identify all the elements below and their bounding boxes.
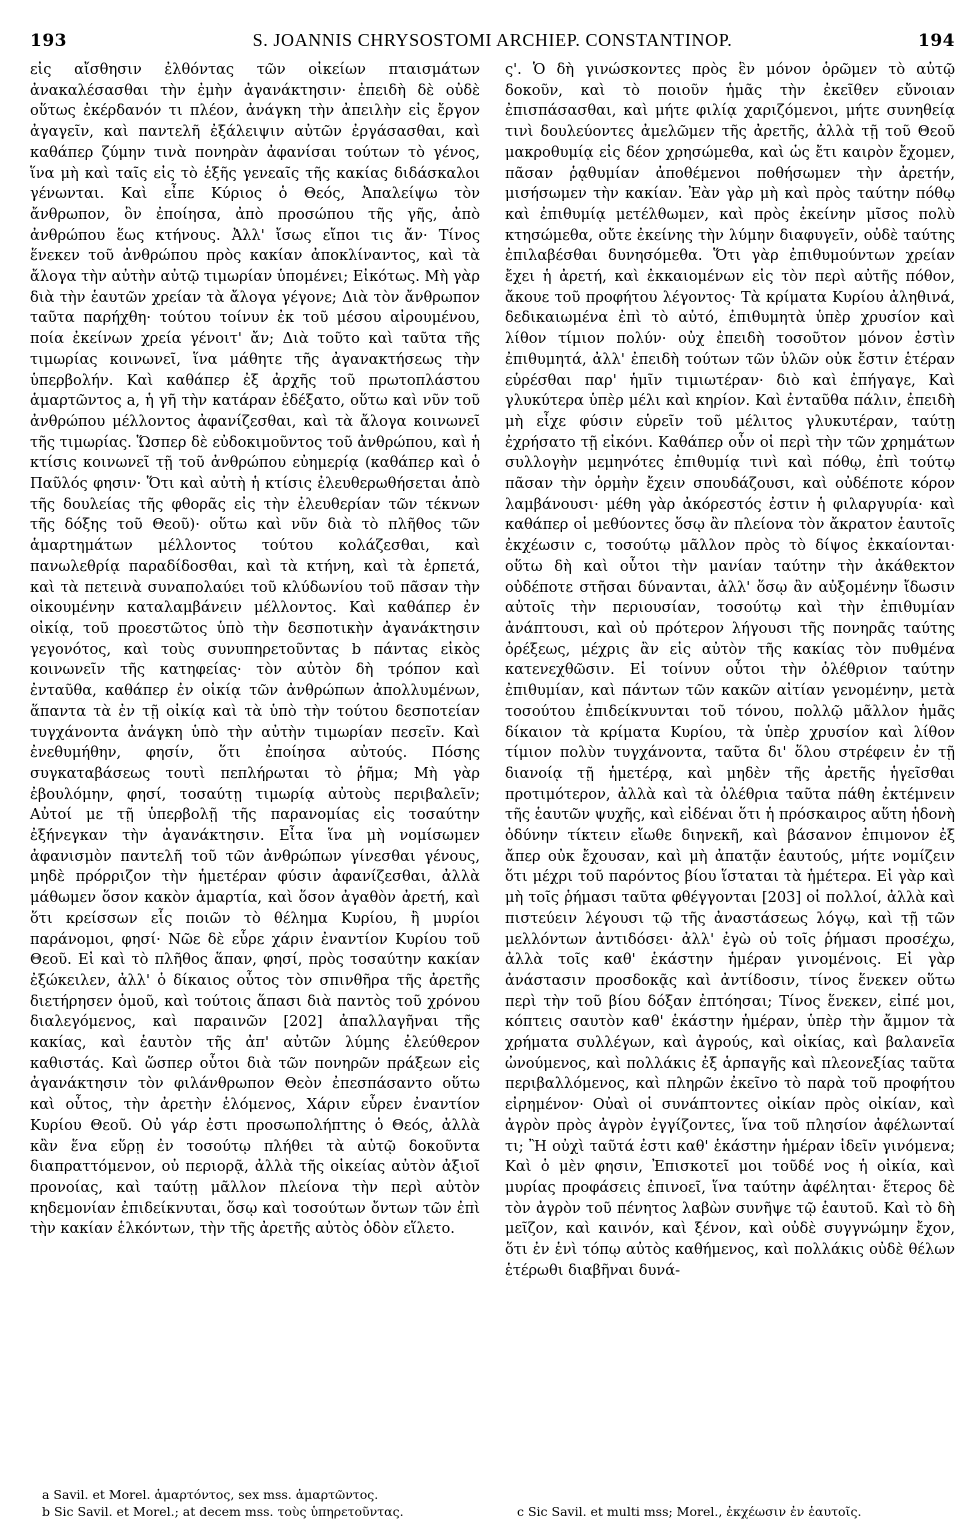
footnote-b: b Sic Savil. et Morel.; at decem mss. τοὺς ὑπηρετοῦντας. xyxy=(42,1504,404,1519)
left-column-text: εἰς αἴσθησιν ἐλθόντας τῶν οἰκείων πταισμάτων ἀνακαλέσασθαι τὴν ἐμὴν ἀγανάκτησιν· ἐπειδὴ δὲ οὐδὲ οὕτως ἐκέρδανόν τι πλέον, ἀνάγκη τὴν ἀπειλὴν εἰς ἔργον ἀγαγεῖν, καὶ παντελῆ ἐξάλειψιν αὐτῶν ἐργάσασθαι, καὶ καθάπερ ζύμην τινὰ πονηρὰν ἀφανίσαι τούτων τὸ γένος, ἵνα μὴ καὶ ταῖς εἰς τὸ ἑξῆς γενεαῖς τῆς κακίας διδάσκαλοι γένωνται. Καὶ εἶπε Κύριος ὁ Θεός, Ἀπαλείψω τὸν ἄνθρωπον, ὃν ἐποίησα, ἀπὸ προσώπου τῆς γῆς, ἀπὸ ἀνθρώπου ἕως κτήνους. Ἀλλ' ἴσως εἴποι τις ἄν· Τίνος ἕνεκεν τοῦ ἀνθρώπου πρὸς κακίαν ἀποκλίναντος, καὶ τὰ ἄλογα τὴν αὐτὴν αὐτῷ τιμωρίαν ὑπομένει; Εἰκότως. Μὴ γὰρ διὰ τὴν ἑαυτῶν χρείαν τὰ ἄλογα γέγονε; Διὰ τὸν ἄνθρωπον ταῦτα παρήχθη· τούτου τοίνυν ἐκ τοῦ μέσου αἰρουμένου, ποία ἐκείνων χρεία γένοιτ' ἄν; Διὰ τοῦτο καὶ ταῦτα τῆς τιμωρίας κοινωνεῖ, ἵνα μάθητε τῆς ἀγανακτήσεως τὴν ὑπερβολήν. Καὶ καθάπερ ἐξ ἀρχῆς τοῦ πρωτοπλάστου ἁμαρτῶντος a, ἡ γῆ τὴν κατάραν ἐδέξατο, οὕτω καὶ νῦν τοῦ ἀνθρώπου μέλλοντος ἀφανίζεσθαι, καὶ τὰ ἄλογα κοινωνεῖ τῆς τιμωρίας. Ὥσπερ δὲ εὐδοκιμοῦντος τοῦ ἀνθρώπου, καὶ ἡ κτίσις κοινωνεῖ τῇ τοῦ ἀνθρώπου εὐημερίᾳ (καθάπερ καὶ ὁ Παῦλός φησιν· Ὅτι καὶ αὐτὴ ἡ κτίσις ἐλευθερωθήσεται ἀπὸ τῆς δουλείας τῆς φθορᾶς εἰς τὴν ἐλευθερίαν τῶν τέκνων τῆς δόξης τοῦ Θεοῦ)· οὕτω καὶ νῦν διὰ τὸ πλῆθος τῶν ἁμαρτημάτων μέλλοντος τούτου κολάζεσθαι, καὶ πανωλεθρίᾳ παραδίδοσθαι, καὶ τὰ κτήνη, καὶ τὰ ἑρπετά, καὶ τὰ πετεινὰ συναπολαύει τοῦ κλύδωνίου τοῦ πᾶσαν τὴν οἰκουμένην καταλαμβάνειν μέλλοντος. Καὶ καθάπερ ἐν οἰκίᾳ, τοῦ προεστῶτος ὑπὸ τὴν δεσποτικὴν ἀγανάκτησιν γεγονότος, καὶ τοὺς συνυπηρετοῦντας b πάντας εἰκὸς κοινωνεῖν τῆς κατηφείας· τὸν αὐτὸν δὴ τρόπον καὶ ἐνταῦθα, καθάπερ ἐν οἰκίᾳ τῶν ἀνθρώπων ἀπολλυμένων, ἅπαντα τὰ ἐν τῇ οἰκίᾳ καὶ τὰ ὑπὸ τὴν τούτου δεσποτείαν τυγχάνοντα ἀνάγκη ὑπὸ τὴν αὐτὴν τιμωρίαν πεσεῖν. Καὶ ἐνεθυμήθην, φησίν, ὅτι ἐποίησα αὐτούς. Πόσης συγκαταβάσεως τουτὶ πεπλήρωται τὸ ῥῆμα; Μὴ γὰρ ἐβουλόμην, φησί, τοσαύτῃ τιμωρίᾳ αὐτοὺς περιβαλεῖν; Αὐτοί με τῇ ὑπερβολῇ τῆς παρανομίας εἰς τοσαύτην ἐξήνεγκαν τὴν ἀγανάκτησιν. Εἶτα ἵνα μὴ νομίσωμεν ἀφανισμὸν παντελῆ τοῦ τῶν ἀνθρώπων γίνεσθαι γένους, μηδὲ πρόρριζον τὴν ἡμετέραν φύσιν ἀφανίζεσθαι, ἀλλὰ μάθωμεν ὅσον κακὸν ἁμαρτία, καὶ ὅσον ἀγαθὸν ἀρετή, καὶ ὅτι κρείσσων εἷς ποιῶν τὸ θέλημα Κυρίου, ἢ μυρίοι παράνομοι, φησί· Νῶε δὲ εὗρε χάριν ἐναντίον Κυρίου τοῦ Θεοῦ. Εἰ καὶ τὸ πλῆθος ἅπαν, φησί, πρὸς τοσαύτην κακίαν ἐξώκειλεν, ἀλλ' ὁ δίκαιος οὗτος τὸν σπινθῆρα τῆς ἀρετῆς διετήρησεν ὁμοῦ, καὶ τούτοις ἅπασι διὰ παντὸς τοῦ χρόνου διαλεγόμενος, καὶ παραινῶν [202] ἀπαλλαγῆναι τῆς κακίας, καὶ ἑαυτὸν τῆς ἀπ' αὐτῶν λύμης ἐλεύθερον καθιστάς. Καὶ ὥσπερ οὗτοι διὰ τῶν πονηρῶν πράξεων εἰς ἀγανάκτησιν τὸν φιλάνθρωπον Θεὸν ἐπεσπάσαντο οὕτω καὶ οὗτος, τὴν ἀρετὴν ἑλόμενος, Χάριν εὗρεν ἐναντίον Κυρίου Θεοῦ. Οὐ γάρ ἐστι προσωπολήπτης ὁ Θεός, ἀλλὰ κἂν ἕνα εὕρῃ ἐν τοσούτῳ πλήθει τὰ αὐτῷ δοκοῦντα διαπραττόμενον, οὐ περιορᾷ, ἀλλὰ τῆς οἰκείας αὐτὸν ἀξιοῖ προνοίας, καὶ ταύτῃ μᾶλλον πλείονα τὴν περὶ αὐτὸν κηδεμονίαν ἐπιδείκνυται, ὅσῳ καὶ τοσούτων ὄντων τῶν ἐπὶ τὴν κακίαν ἑλκόντων, τὴν τῆς ἀρετῆς αὐτὸς ὁδὸν εἵλετο. xyxy=(30,61,480,1238)
running-title: S. JOANNIS CHRYSOSTOMI ARCHIEP. CONSTANTINOP. xyxy=(252,30,733,50)
left-column xyxy=(30,60,480,1538)
left-page-number: 193 xyxy=(30,31,67,51)
right-column-text: ς'. Ὁ δὴ γινώσκοντες πρὸς ἓν μόνον ὁρῶμεν τὸ αὐτῷ δοκοῦν, καὶ τὸ ποιοῦν ἡμᾶς τὴν ἐκεῖθεν εὔνοιαν ἐπισπάσασθαι, καὶ μήτε φιλίᾳ χαριζόμενοι, μήτε συνηθείᾳ τινὶ δουλεύοντες ἀμελῶμεν τῆς ἀρετῆς, ἀλλὰ τῇ τοῦ Θεοῦ μακροθυμίᾳ εἰς δέον χρησώμεθα, καὶ ὡς ἔτι καιρὸν ἔχομεν, πᾶσαν ῥᾳθυμίαν ἀποθέμενοι ποθήσωμεν τὴν ἀρετήν, μισήσωμεν τὴν κακίαν. Ἐὰν γὰρ μὴ καὶ πρὸς ταύτην πόθῳ καὶ ἐπιθυμίᾳ μετέλθωμεν, καὶ πρὸς ἐκείνην μῖσος πολὺ κτησώμεθα, οὔτε ἐκείνης τὴν λύμην διαφυγεῖν, οὐδὲ ταύτης ἐπιλαβέσθαι δυνησόμεθα. Ὅτι γὰρ ἐπιθυμούντων χρείαν ἔχει ἡ ἀρετή, καὶ ἐκκαιομένων εἰς τὸν περὶ αὐτῆς πόθον, ἄκουε τοῦ προφήτου λέγοντος· Τὰ κρίματα Κυρίου ἀληθινά, δεδικαιωμένα ἐπὶ τὸ αὐτό, ἐπιθυμητὰ ὑπὲρ χρυσίον καὶ λίθον τίμιον πολύν· οὐχ ἐπειδὴ τοσοῦτον μόνον ἐστὶν ἐπιθυμητά, ἀλλ' ἐπειδὴ τούτων τῶν ὑλῶν οὐκ ἔστιν ἑτέραν εὑρέσθαι παρ' ἡμῖν τιμιωτέραν· διὸ καὶ ἐπήγαγε, Καὶ γλυκύτερα ὑπὲρ μέλι καὶ κηρίον. Καὶ ἐνταῦθα πάλιν, ἐπειδὴ μὴ εἶχε φύσιν εὑρεῖν τοῦ μέλιτος γλυκυτέραν, ταύτῃ ἐχρήσατο τῇ εἰκόνι. Καθάπερ οὖν οἱ περὶ τὴν τῶν χρημάτων συλλογὴν μεμηνότες ἐπιθυμίᾳ τινὶ καὶ πόθῳ, ἐπὶ τούτῳ πᾶσαν τὴν ὁρμὴν ἔχειν σπουδάζουσι, καὶ οὐδέποτε κόρον λαμβάνουσι· μέθη γὰρ ἀκόρεστός ἐστιν ἡ φιλαργυρία· καὶ καθάπερ οἱ μεθύοντες ὅσῳ ἂν πλείονα τὸν ἄκρατον ἑαυτοῖς ἐκχέωσιν c, τοσούτῳ μᾶλλον πρὸς τὸ δίψος ἐκκαίονται· οὕτω δὴ καὶ οὗτοι τὴν μανίαν ταύτην τὴν ἀκάθεκτον οὐδέποτε στῆσαι δύνανται, ἀλλ' ὅσῳ ἂν αὐξομένην ἴδωσιν αὐτοῖς τὴν περιουσίαν, τοσούτῳ καὶ τὴν ἐπιθυμίαν ἀνάπτουσι, καὶ οὐ πρότερον λήγουσι τῆς πονηρᾶς ταύτης ὀρέξεως, μέχρις ἂν εἰς αὐτὸν τῆς κακίας τὸν πυθμένα κατενεχθῶσιν. Εἰ τοίνυν οὗτοι τὴν ὀλέθριον ταύτην ἐπιθυμίαν, καὶ πάντων τῶν κακῶν αἰτίαν γενομένην, μετὰ τοσούτου ἐπιδείκνυνται τοῦ τόνου, πολλῷ μᾶλλον ἡμᾶς δίκαιον τὰ κρίματα Κυρίου, τὰ ὑπὲρ χρυσίον καὶ λίθον τίμιον πολὺν τυγχάνοντα, ταῦτα δι' ὅλου στρέφειν ἐν τῇ διανοίᾳ τῇ ἡμετέρᾳ, καὶ μηδὲν τῆς ἀρετῆς ἡγεῖσθαι προτιμότερον, ἀλλὰ καὶ τὰ ὀλέθρια ταῦτα πάθη ἐκτέμνειν τῆς ἑαυτῶν ψυχῆς, καὶ εἰδέναι ὅτι ἡ πρόσκαιρος αὕτη ἡδονὴ ὀδύνην τίκτειν εἴωθε διηνεκῆ, καὶ βάσανον ἐπιμονον ἐξ ἄπερ οὐκ ἔχουσαν, καὶ μὴ ἀπατᾷν ἑαυτούς, μήτε νομίζειν ὅτι μέχρι τοῦ παρόντος βίου ἵσταται τὰ ἡμέτερα. Εἰ γὰρ καὶ μὴ τοῖς ῥήμασι ταῦτα φθέγγονται [203] οἱ πολλοί, ἀλλὰ καὶ πιστεύειν λέγουσι τῷ τῆς ἀναστάσεως λόγῳ, καὶ τῇ τῶν μελλόντων ἀντιδόσει· ἀλλ' ἐγὼ οὐ τοῖς ῥήμασι προσέχω, ἀλλὰ τοῖς καθ' ἑκάστην ἡμέραν γινομένοις. Εἰ γὰρ ἀνάστασιν προσδοκᾷς καὶ ἀντίδοσιν, τίνος ἕνεκεν οὕτω περὶ τὴν τοῦ βίου δόξαν ἐπτόησαι; Τίνος ἕνεκεν, εἰπέ μοι, κόπτεις σαυτὸν καθ' ἑκάστην ἡμέραν, ὑπὲρ τὴν ἄμμον τὰ χρήματα συλλέγων, καὶ ἀγρούς, καὶ οἰκίας, καὶ βαλανεῖα ὠνούμενος, καὶ πολλάκις ἐξ ἁρπαγῆς καὶ πλεονεξίας ταῦτα περιβαλλόμενος, καὶ πληρῶν ἐκεῖνο τὸ παρὰ τοῦ προφήτου εἰρημένον· Οὐαὶ οἱ συνάπτοντες οἰκίαν πρὸς οἰκίαν, καὶ ἀγρὸν πρὸς ἀγρὸν ἐγγίζοντες, ἵνα τοῦ πλησίον ἀφέλωνταί τι; Ἢ οὐχὶ ταῦτά ἐστι καθ' ἑκάστην ἡμέραν ἰδεῖν γινόμενα; Καὶ ὁ μὲν φησιν, Ἐπισκοτεῖ μοι τοῦδέ νος ἡ οἰκία, καὶ μυρίας προφάσεις ἐπινοεῖ, ἵνα ταύτην ἀφέληται· ἕτερος δὲ τὸν ἀγρὸν τοῦ πένητος λαβὼν συνῆψε τῷ ἑαυτοῦ. Καὶ τὸ δὴ μεῖζον, καὶ καινόν, καὶ ξένον, καὶ οὐδὲ συγγνώμην ἔχον, ὅτι ἐν ἑνὶ τόπῳ αὐτὸς καθήμενος, καὶ πολλάκις οὐδὲ θέλων ἑτέρωθι διαβῆναι δυνά- xyxy=(505,61,955,1279)
running-header xyxy=(30,30,955,56)
two-column-body xyxy=(30,60,955,1538)
footnote-c: c Sic Savil. et multi mss; Morel., ἐκχέωσιν ἐν ἑαυτοῖς. xyxy=(517,1504,862,1519)
right-page-number: 194 xyxy=(918,31,955,51)
right-column xyxy=(505,60,955,1538)
footnote-a: a Savil. et Morel. ἁμαρτόντος, sex mss. ἁμαρτῶντος. xyxy=(42,1487,379,1502)
right-footnotes xyxy=(505,1503,955,1520)
left-footnotes xyxy=(30,1486,480,1520)
